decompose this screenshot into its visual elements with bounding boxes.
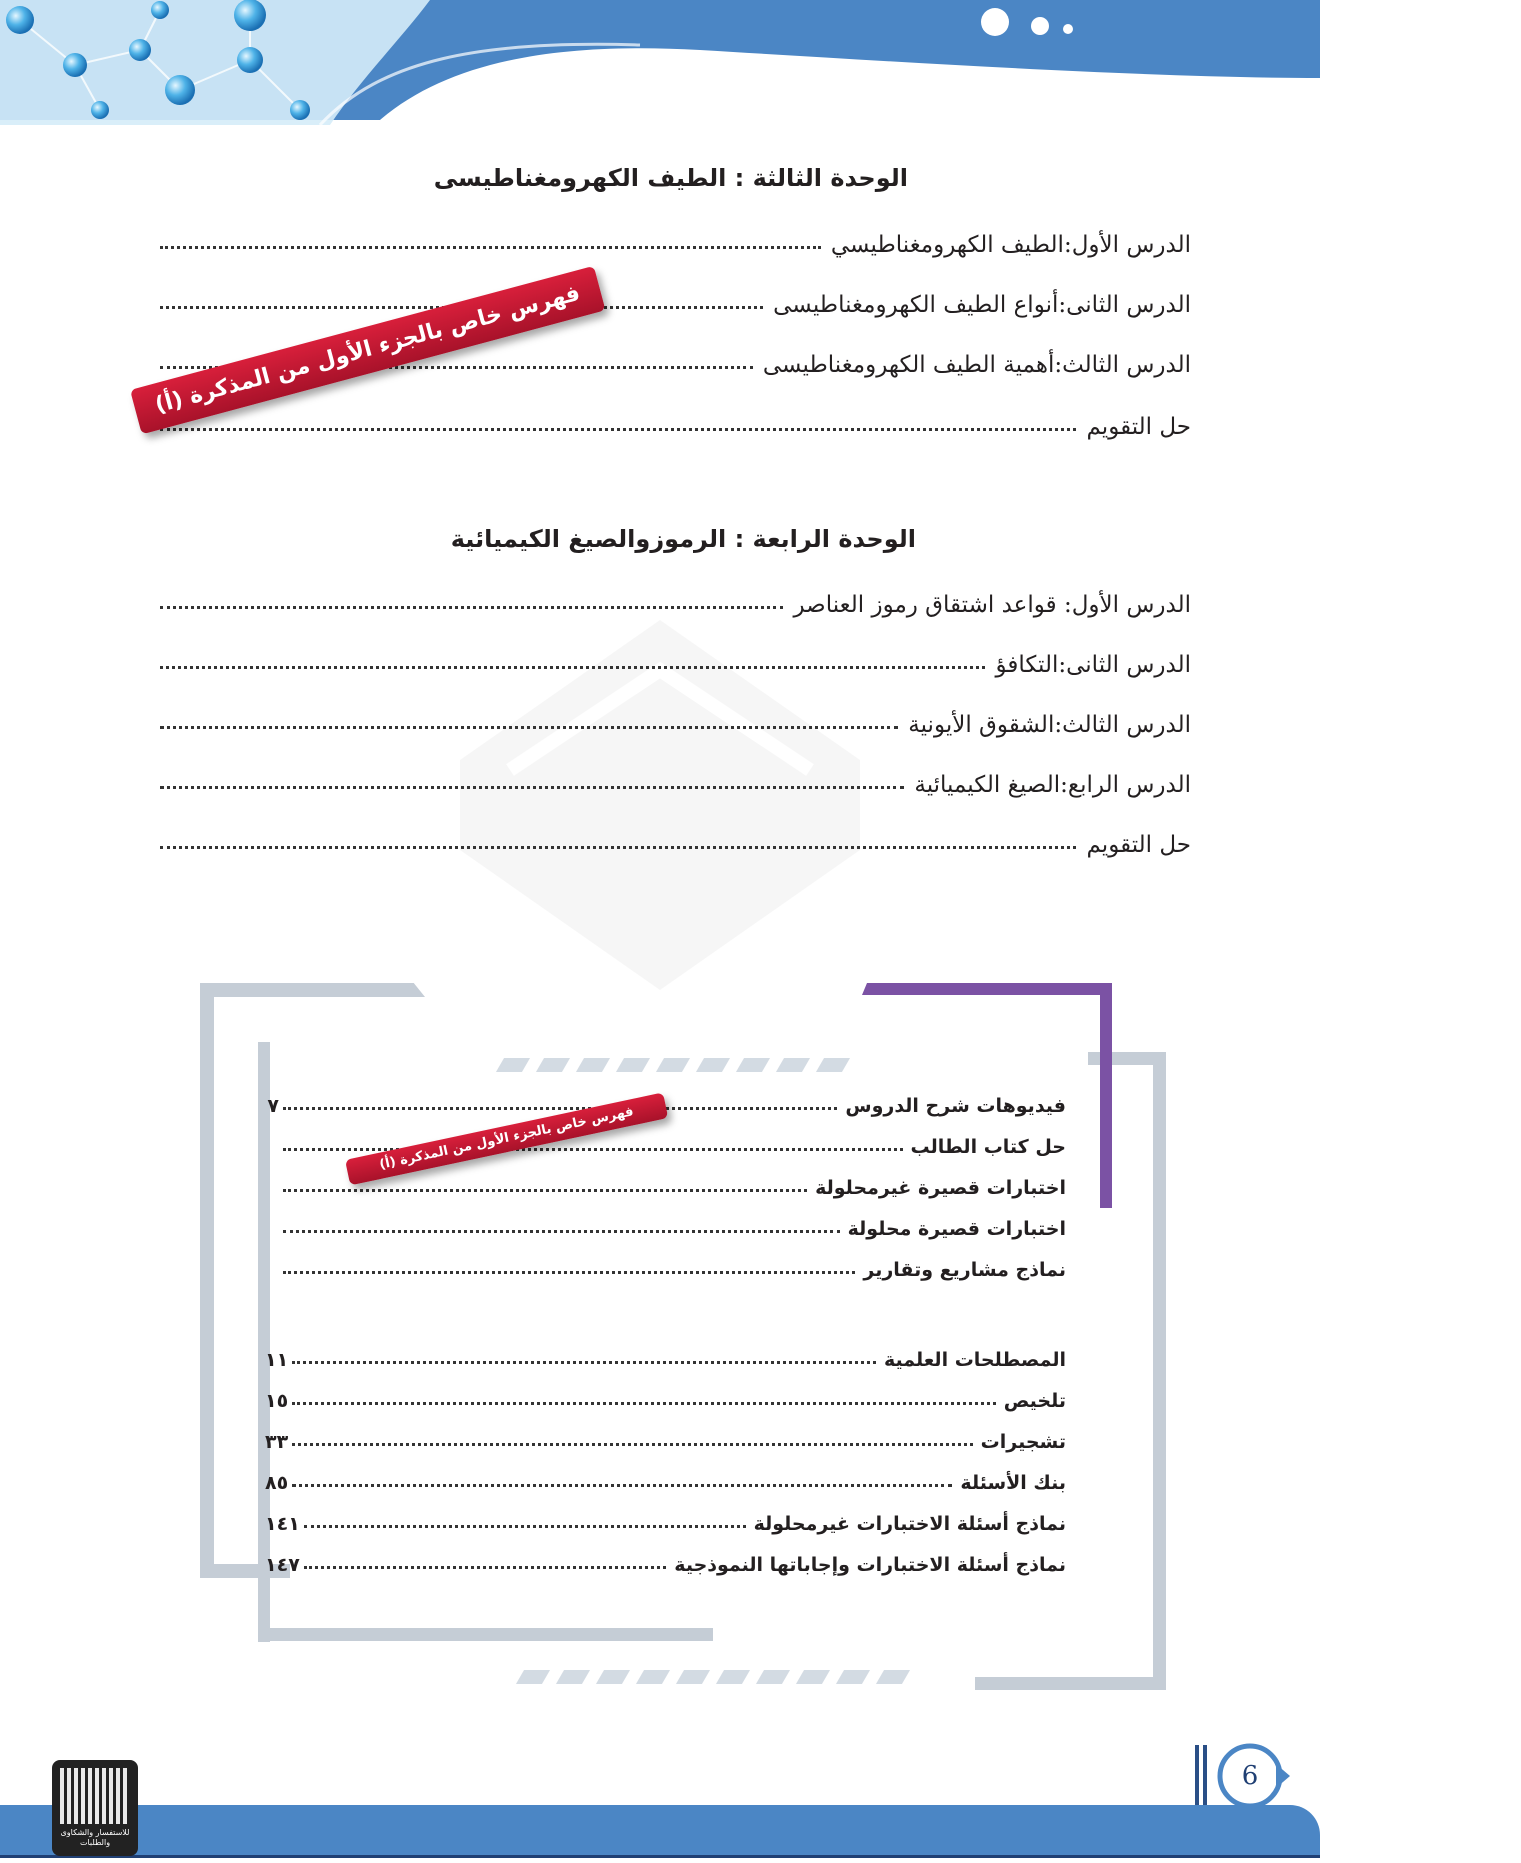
dot-leader bbox=[160, 846, 1076, 849]
dot-leader bbox=[283, 1189, 807, 1192]
dot-leader bbox=[160, 666, 985, 669]
frame-piece bbox=[200, 983, 214, 1578]
index-item-label: تشجيرات bbox=[980, 1431, 1066, 1453]
index-item-page: ٧ bbox=[267, 1095, 279, 1117]
stripe bbox=[596, 1670, 630, 1684]
toc-item-label: الدرس الرابع:الصيغ الكيميائية bbox=[914, 772, 1191, 798]
header-banner bbox=[0, 0, 1521, 125]
index-item[interactable] bbox=[265, 1378, 1066, 1412]
qr-code[interactable] bbox=[52, 1760, 138, 1856]
index-item[interactable] bbox=[265, 1419, 1066, 1453]
dot-leader bbox=[292, 1443, 972, 1446]
frame-piece bbox=[200, 983, 425, 997]
stripe bbox=[796, 1670, 830, 1684]
dot-leader bbox=[283, 1271, 855, 1274]
stripe bbox=[756, 1670, 790, 1684]
stripe bbox=[636, 1670, 670, 1684]
index-item[interactable] bbox=[265, 1542, 1066, 1576]
toc-item-label: الدرس الثالث:أهمية الطيف الكهرومغناطيسى bbox=[762, 352, 1191, 378]
footer-line bbox=[0, 1855, 1320, 1858]
index-item[interactable] bbox=[265, 1247, 1066, 1281]
toc-item[interactable] bbox=[160, 758, 1191, 798]
toc-item[interactable] bbox=[160, 698, 1191, 738]
toc-item-label: الدرس الثانى:التكافؤ bbox=[995, 652, 1191, 678]
toc-item-label: الدرس الثالث:الشقوق الأيونية bbox=[908, 712, 1191, 738]
toc-item[interactable] bbox=[160, 218, 1191, 258]
stripe bbox=[556, 1670, 590, 1684]
frame-accent bbox=[862, 983, 1112, 995]
index-item-label: اختبارات قصيرة غيرمحلولة bbox=[815, 1177, 1066, 1199]
stripe bbox=[676, 1670, 710, 1684]
stripe bbox=[616, 1058, 650, 1072]
toc-item-label: الدرس الأول:الطيف الكهرومغناطيسي bbox=[830, 232, 1191, 258]
page-marker-bar bbox=[1203, 1745, 1207, 1805]
stripe bbox=[656, 1058, 690, 1072]
dot-leader bbox=[160, 246, 821, 249]
toc-item-label: الدرس الأول: قواعد اشتقاق رموز العناصر bbox=[793, 592, 1191, 618]
index-item-label: بنك الأسئلة bbox=[960, 1472, 1066, 1494]
toc-item[interactable] bbox=[160, 818, 1191, 858]
frame-piece bbox=[258, 1628, 713, 1641]
qr-caption: للاستفسار والشكاوى والطلبات bbox=[60, 1828, 130, 1847]
index-item-label: تلخيص bbox=[1003, 1390, 1066, 1412]
index-item-label: المصطلحات العلمية bbox=[883, 1349, 1066, 1371]
frame-piece bbox=[975, 1677, 1166, 1690]
stripe bbox=[696, 1058, 730, 1072]
footer-bar bbox=[0, 1805, 1320, 1855]
dot-leader bbox=[292, 1361, 876, 1364]
dot-leader bbox=[283, 1107, 837, 1110]
dot-leader bbox=[160, 428, 1076, 431]
dot-leader bbox=[292, 1484, 952, 1487]
frame-piece bbox=[1153, 1052, 1166, 1690]
part-ribbon: فهرس خاص بالجزء الأول من المذكرة (أ) bbox=[130, 266, 606, 435]
stripe bbox=[736, 1058, 770, 1072]
index-item-page: ٨٥ bbox=[265, 1472, 289, 1494]
index-item-label: فيديوهات شرح الدروس bbox=[845, 1095, 1066, 1117]
stripe bbox=[716, 1670, 750, 1684]
watermark-logo bbox=[430, 560, 890, 1040]
toc-item[interactable] bbox=[160, 578, 1191, 618]
dot-leader bbox=[160, 786, 904, 789]
dot-leader bbox=[283, 1230, 840, 1233]
stripe bbox=[576, 1058, 610, 1072]
dot-leader bbox=[160, 726, 898, 729]
toc-item[interactable] bbox=[160, 278, 1191, 318]
unit3-title: الوحدة الثالثة : الطيف الكهرومغناطيسى bbox=[433, 164, 908, 192]
stripe bbox=[836, 1670, 870, 1684]
index-item-label: نماذج أسئلة الاختبارات وإجاباتها النموذجية bbox=[674, 1554, 1066, 1576]
index-item-page: ٣٣ bbox=[265, 1431, 289, 1453]
toc-item-label: الدرس الثانى:أنواع الطيف الكهرومغناطيسى bbox=[773, 292, 1191, 318]
index-item-page: ١١ bbox=[265, 1349, 289, 1371]
index-item[interactable] bbox=[265, 1337, 1066, 1371]
part-ribbon-small: فهرس خاص بالجزء الأول من المذكرة (أ) bbox=[345, 1092, 668, 1185]
toc-item-label: حل التقويم bbox=[1086, 832, 1191, 858]
index-item-page: ١٤١ bbox=[265, 1513, 300, 1535]
qr-pattern bbox=[60, 1768, 130, 1824]
dot-leader bbox=[304, 1525, 746, 1528]
stripe bbox=[536, 1058, 570, 1072]
dot-leader bbox=[283, 1148, 903, 1151]
dot-leader bbox=[304, 1566, 667, 1569]
index-item[interactable] bbox=[265, 1206, 1066, 1240]
page-marker-bar bbox=[1195, 1745, 1199, 1805]
dot-leader bbox=[160, 606, 783, 609]
unit4-title: الوحدة الرابعة : الرموزوالصيغ الكيميائية bbox=[450, 525, 916, 553]
index-item-page: ١٤٧ bbox=[265, 1554, 300, 1576]
stripe bbox=[516, 1670, 550, 1684]
index-item-label: اختبارات قصيرة محلولة bbox=[847, 1218, 1066, 1240]
index-item-label: نماذج مشاريع وتقارير bbox=[863, 1259, 1066, 1281]
index-item-page: ١٥ bbox=[265, 1390, 289, 1412]
stripe bbox=[816, 1058, 850, 1072]
index-item[interactable] bbox=[265, 1460, 1066, 1494]
stripe bbox=[876, 1670, 910, 1684]
toc-item[interactable] bbox=[160, 400, 1191, 440]
stripe bbox=[776, 1058, 810, 1072]
dot-leader bbox=[292, 1402, 996, 1405]
stripe bbox=[496, 1058, 530, 1072]
frame-accent bbox=[1100, 983, 1112, 1208]
toc-item[interactable] bbox=[160, 638, 1191, 678]
page-number: 6 bbox=[1241, 1761, 1259, 1791]
index-item-label: حل كتاب الطالب bbox=[910, 1136, 1066, 1158]
index-item-label: نماذج أسئلة الاختبارات غيرمحلولة bbox=[753, 1513, 1066, 1535]
index-item[interactable] bbox=[265, 1501, 1066, 1535]
toc-item-label: حل التقويم bbox=[1086, 414, 1191, 440]
